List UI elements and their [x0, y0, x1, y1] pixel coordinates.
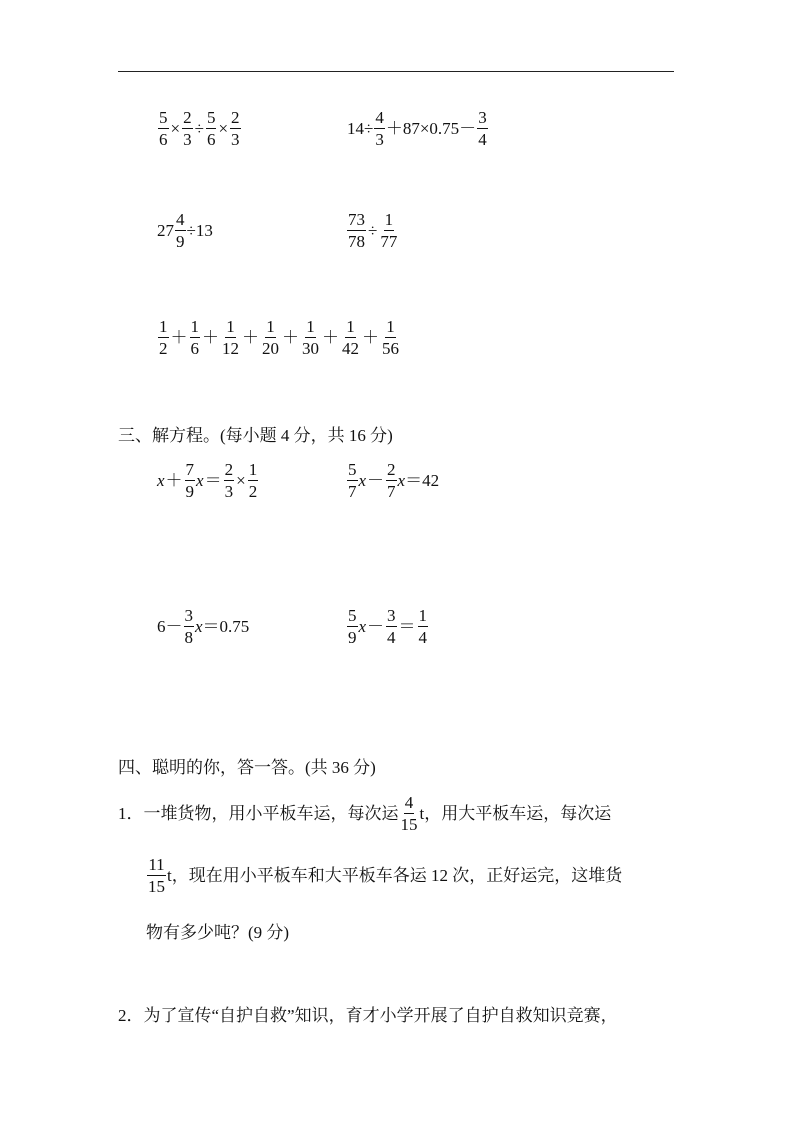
numerator: 2 — [224, 460, 234, 479]
section-4-heading: 四、聪明的你，答一答。(共 36 分) — [118, 758, 376, 777]
denominator: 9 — [185, 481, 195, 501]
section-3-heading: 三、解方程。(每小题 4 分，共 16 分) — [118, 426, 393, 445]
variable-x: x — [196, 471, 204, 491]
numerator: 3 — [184, 606, 193, 625]
problem-1-line-3: 物有多少吨？(9 分) — [146, 923, 290, 942]
problem-1-line-2 — [146, 856, 622, 896]
plus-sign: ＋ — [170, 328, 188, 348]
divide-sign: ÷ — [194, 119, 204, 139]
fraction — [182, 109, 193, 149]
denominator: 4 — [387, 627, 396, 647]
numerator: 1 — [346, 317, 355, 336]
numerator: 1 — [386, 317, 395, 336]
fraction — [147, 856, 166, 896]
variable-x: x — [157, 471, 165, 491]
numerator: 5 — [206, 108, 216, 127]
equals-sign: ＝ — [398, 617, 416, 637]
denominator: 3 — [375, 129, 384, 149]
denominator: 3 — [231, 129, 240, 149]
denominator: 4 — [478, 129, 487, 149]
times-sign: × — [236, 471, 246, 491]
fraction — [248, 461, 259, 501]
divide-sign: ÷ — [368, 221, 378, 241]
denominator: 2 — [248, 481, 258, 501]
calc-expression-1 — [157, 109, 242, 149]
fraction — [400, 794, 419, 834]
numerator: 1 — [384, 210, 394, 229]
problem-text: t，用大平板车运，每次运 — [419, 804, 612, 824]
numerator: 1 — [226, 317, 235, 336]
denominator: 6 — [159, 129, 168, 149]
problem-text: t，现在用小平板车和大平板车各运 12 次，正好运完，这堆货 — [167, 866, 623, 886]
equals-sign: ＝ — [204, 471, 222, 491]
denominator: 3 — [224, 481, 234, 501]
variable-x: x — [397, 471, 406, 491]
fraction — [301, 318, 320, 358]
denominator: 9 — [176, 231, 185, 251]
numerator: 11 — [148, 855, 165, 874]
plus-sign: ＋ — [242, 328, 259, 348]
variable-x: x — [195, 617, 203, 637]
denominator: 8 — [184, 627, 193, 647]
expr-text: 14÷ — [347, 119, 374, 139]
calc-expression-2 — [347, 109, 489, 149]
calc-expression-3 — [157, 211, 213, 251]
denominator: 42 — [342, 338, 359, 358]
denominator: 77 — [380, 231, 398, 251]
numerator: 7 — [185, 460, 195, 479]
problem-text: 1．一堆货物，用小平板车运，每次运 — [118, 804, 399, 824]
fraction — [418, 607, 429, 647]
calc-expression-5 — [157, 318, 401, 358]
fraction — [221, 318, 240, 358]
expr-text: 6－ — [157, 617, 183, 637]
equation-1 — [157, 461, 259, 501]
numerator: 1 — [266, 317, 275, 336]
problem-2-line-1: 2．为了宣传“自护自救”知识，育才小学开展了自护自救知识竞赛， — [118, 1006, 618, 1025]
numerator: 5 — [348, 606, 357, 625]
plus-sign: ＋ — [165, 471, 183, 491]
numerator: 2 — [387, 460, 396, 479]
denominator: 56 — [382, 338, 399, 358]
numerator: 1 — [248, 460, 258, 479]
denominator: 78 — [348, 231, 365, 251]
minus-sign: － — [367, 471, 385, 491]
fraction — [347, 211, 366, 251]
equation-4 — [346, 607, 429, 647]
fraction — [158, 109, 169, 149]
fraction — [341, 318, 360, 358]
expr-text: ＝42 — [405, 471, 440, 491]
numerator: 1 — [159, 317, 168, 336]
fraction — [379, 211, 398, 251]
numerator: 73 — [348, 210, 365, 229]
denominator: 12 — [222, 338, 239, 358]
fraction — [158, 318, 169, 358]
fraction — [261, 318, 280, 358]
denominator: 3 — [183, 129, 192, 149]
variable-x: x — [358, 471, 367, 491]
denominator: 2 — [159, 338, 168, 358]
denominator: 20 — [262, 338, 279, 358]
variable-x: x — [358, 617, 367, 637]
times-sign: × — [170, 119, 181, 139]
expr-text: ÷13 — [186, 221, 213, 241]
denominator: 15 — [400, 814, 418, 834]
fraction — [347, 461, 358, 501]
fraction — [386, 607, 397, 647]
fraction — [230, 109, 241, 149]
fraction — [224, 461, 235, 501]
denominator: 9 — [348, 627, 357, 647]
equation-2 — [346, 461, 439, 501]
denominator: 7 — [387, 481, 396, 501]
denominator: 6 — [190, 338, 199, 358]
numerator: 3 — [478, 108, 487, 127]
denominator: 30 — [302, 338, 319, 358]
fraction — [374, 109, 385, 149]
numerator: 1 — [418, 606, 428, 625]
numerator: 4 — [176, 210, 185, 229]
expr-text: ＝0.75 — [202, 617, 250, 637]
numerator: 4 — [404, 793, 414, 812]
numerator: 2 — [183, 108, 192, 127]
fraction — [175, 211, 186, 251]
plus-sign: ＋ — [282, 328, 299, 348]
numerator: 2 — [231, 108, 240, 127]
denominator: 6 — [206, 129, 216, 149]
expr-text: ＋87×0.75－ — [385, 119, 477, 139]
top-rule — [118, 71, 674, 72]
denominator: 4 — [418, 627, 428, 647]
fraction — [184, 607, 195, 647]
problem-1-line-1 — [118, 794, 611, 834]
calc-expression-4 — [346, 211, 399, 251]
times-sign: × — [218, 119, 229, 139]
fraction — [477, 109, 488, 149]
fraction — [190, 318, 201, 358]
numerator: 1 — [306, 317, 315, 336]
fraction — [386, 461, 397, 501]
expr-text: 27 — [157, 221, 174, 241]
numerator: 4 — [375, 108, 384, 127]
equation-3 — [157, 607, 249, 647]
denominator: 7 — [348, 481, 357, 501]
numerator: 3 — [387, 606, 396, 625]
numerator: 1 — [190, 317, 199, 336]
numerator: 5 — [159, 108, 168, 127]
minus-sign: － — [367, 617, 385, 637]
fraction — [381, 318, 400, 358]
fraction — [206, 109, 217, 149]
denominator: 15 — [148, 876, 165, 896]
numerator: 5 — [348, 460, 357, 479]
fraction — [185, 461, 196, 501]
plus-sign: ＋ — [202, 328, 219, 348]
fraction — [347, 607, 358, 647]
plus-sign: ＋ — [322, 328, 339, 348]
plus-sign: ＋ — [362, 328, 379, 348]
